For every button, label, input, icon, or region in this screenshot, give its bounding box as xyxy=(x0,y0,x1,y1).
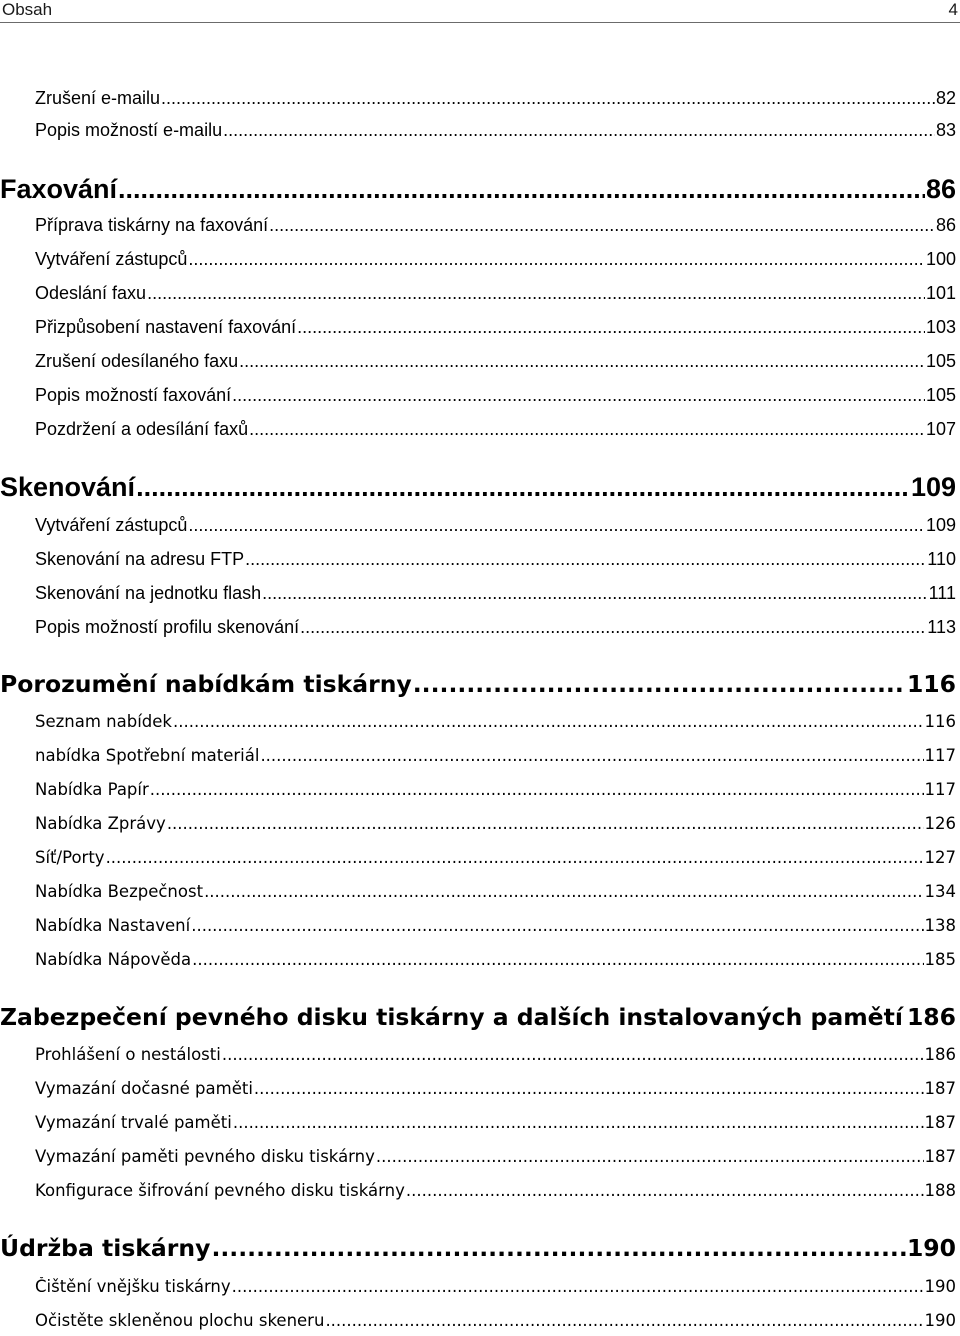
toc-entry-page: 190 xyxy=(924,1311,956,1330)
toc-section-entry[interactable] xyxy=(35,283,956,304)
toc-section-entry[interactable] xyxy=(35,249,956,270)
toc-entry-title: Údržba tiskárny xyxy=(0,1234,211,1262)
toc-entry-page: 107 xyxy=(925,419,956,439)
toc-entry-page: 105 xyxy=(925,351,956,371)
toc-dot-leader xyxy=(245,549,926,570)
toc-entry-title: Nabídka Nastavení xyxy=(35,916,191,935)
toc-section-entry[interactable] xyxy=(35,385,956,406)
toc-entry-page: 187 xyxy=(924,1147,956,1166)
toc-entry-title: Čištění vnějšku tiskárny xyxy=(35,1277,231,1296)
toc-entry-title: Popis možností faxování xyxy=(35,385,232,405)
toc-entry-title: Porozumění nabídkám tiskárny xyxy=(0,670,412,698)
toc-dot-leader xyxy=(191,916,923,935)
toc-entry-page: 83 xyxy=(935,120,956,140)
toc-section-entry[interactable] xyxy=(35,351,956,372)
toc-dot-leader xyxy=(188,249,925,270)
toc-chapter-entry[interactable] xyxy=(0,472,956,503)
toc-section-entry[interactable] xyxy=(35,617,956,638)
toc-entry-title: Zrušení odesílaného faxu xyxy=(35,351,239,371)
toc-section-entry[interactable] xyxy=(35,950,956,969)
toc-dot-leader xyxy=(297,317,925,338)
toc-entry-page: 190 xyxy=(906,1234,956,1262)
toc-dot-leader xyxy=(239,351,925,372)
toc-entry-page: 116 xyxy=(924,712,956,731)
toc-entry-title: Vymazání trvalé paměti xyxy=(35,1113,232,1132)
toc-entry-title: Seznam nabídek xyxy=(35,712,172,731)
toc-entry-page: 82 xyxy=(935,88,956,108)
toc-entry-page: 187 xyxy=(924,1079,956,1098)
toc-section-entry[interactable] xyxy=(35,1079,956,1098)
toc-entry-title: Vytváření zástupců xyxy=(35,515,188,535)
toc-entry-title: Vytváření zástupců xyxy=(35,249,188,269)
toc-dot-leader xyxy=(232,1277,924,1296)
toc-dot-leader xyxy=(211,1234,906,1262)
toc-entry-page: 103 xyxy=(925,317,956,337)
toc-entry-page: 190 xyxy=(924,1277,956,1296)
toc-entry-page: 126 xyxy=(924,814,956,833)
toc-entry-page: 117 xyxy=(924,746,956,765)
toc-section-entry[interactable] xyxy=(35,120,956,141)
toc-section-entry[interactable] xyxy=(35,317,956,338)
toc-entry-page: 109 xyxy=(910,472,956,502)
toc-entry-title: Nabídka Bezpečnost xyxy=(35,882,204,901)
toc-entry-title: Vymazání paměti pevného disku tiskárny xyxy=(35,1147,375,1166)
toc-entry-title: Popis možností profilu skenování xyxy=(35,617,300,637)
toc-entry-title: Očistěte skleněnou plochu skeneru xyxy=(35,1311,325,1330)
toc-entry-title: Prohlášení o nestálosti xyxy=(35,1045,221,1064)
toc-chapter-entry[interactable] xyxy=(0,1234,956,1262)
toc-entry-page: 186 xyxy=(924,1045,956,1064)
toc-entry-title: Vymazání dočasné paměti xyxy=(35,1079,253,1098)
toc-dot-leader xyxy=(904,1003,906,1031)
toc-entry-page: 138 xyxy=(924,916,956,935)
toc-entry-page: 86 xyxy=(925,174,956,204)
toc-dot-leader xyxy=(150,780,924,799)
toc-dot-leader xyxy=(161,88,935,109)
toc-dot-leader xyxy=(233,1113,924,1132)
toc-section-entry[interactable] xyxy=(35,916,956,935)
toc-section-entry[interactable] xyxy=(35,419,956,440)
toc-entry-page: 111 xyxy=(928,583,956,603)
toc-entry-page: 110 xyxy=(927,549,956,569)
header-section-title: Obsah xyxy=(2,0,53,19)
toc-dot-leader xyxy=(325,1311,923,1330)
toc-entry-page: 109 xyxy=(925,515,956,535)
toc-entry-page: 127 xyxy=(924,848,956,867)
toc-entry-title: Odeslání faxu xyxy=(35,283,147,303)
toc-dot-leader xyxy=(406,1181,924,1200)
toc-dot-leader xyxy=(192,950,923,969)
toc-entry-page: 100 xyxy=(925,249,956,269)
toc-dot-leader xyxy=(262,583,927,604)
toc-entry-page: 105 xyxy=(925,385,956,405)
toc-entry-title: Nabídka Papír xyxy=(35,780,149,799)
toc-entry-page: 186 xyxy=(906,1003,956,1031)
toc-dot-leader xyxy=(232,385,925,406)
toc-dot-leader xyxy=(269,215,935,236)
toc-entry-title: Příprava tiskárny na faxování xyxy=(35,215,269,235)
toc-dot-leader xyxy=(249,419,925,440)
toc-section-entry[interactable] xyxy=(35,549,956,570)
toc-dot-leader xyxy=(223,120,935,141)
toc-dot-leader xyxy=(136,472,910,503)
toc-entry-page: 116 xyxy=(906,670,956,698)
toc-chapter-entry[interactable] xyxy=(0,174,956,205)
toc-entry-page: 134 xyxy=(924,882,956,901)
toc-entry-title: Zabezpečení pevného disku tiskárny a dalších instalovaných pamětí xyxy=(0,1003,903,1031)
toc-entry-title: Zrušení e-mailu xyxy=(35,88,161,108)
toc-section-entry[interactable] xyxy=(35,882,956,901)
toc-section-entry[interactable] xyxy=(35,1147,956,1166)
toc-section-entry[interactable] xyxy=(35,583,956,604)
toc-chapter-entry[interactable] xyxy=(0,1003,956,1031)
toc-section-entry[interactable] xyxy=(35,215,956,236)
toc-section-entry[interactable] xyxy=(35,1277,956,1296)
toc-entry-title: nabídka Spotřební materiál xyxy=(35,746,260,765)
toc-dot-leader xyxy=(413,670,906,698)
toc-entry-title: Pozdržení a odesílání faxů xyxy=(35,419,249,439)
toc-entry-title: Popis možností e-mailu xyxy=(35,120,223,140)
toc-entry-page: 188 xyxy=(924,1181,956,1200)
toc-entry-title: Nabídka Zprávy xyxy=(35,814,166,833)
toc-entry-page: 187 xyxy=(924,1113,956,1132)
toc-dot-leader xyxy=(188,515,925,536)
toc-dot-leader xyxy=(300,617,926,638)
page-header xyxy=(0,0,960,23)
toc-entry-title: Skenování xyxy=(0,472,136,502)
toc-entry-title: Síť/Porty xyxy=(35,848,105,867)
toc-entry-page: 101 xyxy=(925,283,956,303)
toc-section-entry[interactable] xyxy=(35,814,956,833)
toc-dot-leader xyxy=(254,1079,924,1098)
toc-entry-page: 113 xyxy=(927,617,956,637)
toc-entry-page: 86 xyxy=(935,215,956,235)
toc-entry-title: Skenování na jednotku flash xyxy=(35,583,262,603)
toc-entry-title: Přizpůsobení nastavení faxování xyxy=(35,317,297,337)
toc-dot-leader xyxy=(106,848,924,867)
toc-entry-title: Konfigurace šifrování pevného disku tiskárny xyxy=(35,1181,405,1200)
toc-section-entry[interactable] xyxy=(35,1311,956,1330)
toc-dot-leader xyxy=(376,1147,924,1166)
toc-dot-leader xyxy=(147,283,925,304)
toc-entry-page: 117 xyxy=(924,780,956,799)
toc-section-entry[interactable] xyxy=(35,1181,956,1200)
toc-dot-leader xyxy=(167,814,924,833)
header-page-number: 4 xyxy=(948,0,958,19)
toc-entry-page: 185 xyxy=(924,950,956,969)
toc-entry-title: Skenování na adresu FTP xyxy=(35,549,245,569)
toc-section-entry[interactable] xyxy=(35,1045,956,1064)
toc-section-entry[interactable] xyxy=(35,712,956,731)
toc-section-entry[interactable] xyxy=(35,1113,956,1132)
toc-dot-leader xyxy=(204,882,923,901)
toc-dot-leader xyxy=(222,1045,924,1064)
toc-section-entry[interactable] xyxy=(35,515,956,536)
toc-entry-title: Nabídka Nápověda xyxy=(35,950,192,969)
toc-dot-leader xyxy=(260,746,923,765)
toc-section-entry[interactable] xyxy=(35,848,956,867)
toc-section-entry[interactable] xyxy=(35,746,956,765)
toc-dot-leader xyxy=(173,712,924,731)
toc-dot-leader xyxy=(118,174,925,205)
toc-entry-title: Faxování xyxy=(0,174,118,204)
toc-section-entry[interactable] xyxy=(35,780,956,799)
toc-section-entry[interactable] xyxy=(35,88,956,109)
toc-chapter-entry[interactable] xyxy=(0,670,956,698)
